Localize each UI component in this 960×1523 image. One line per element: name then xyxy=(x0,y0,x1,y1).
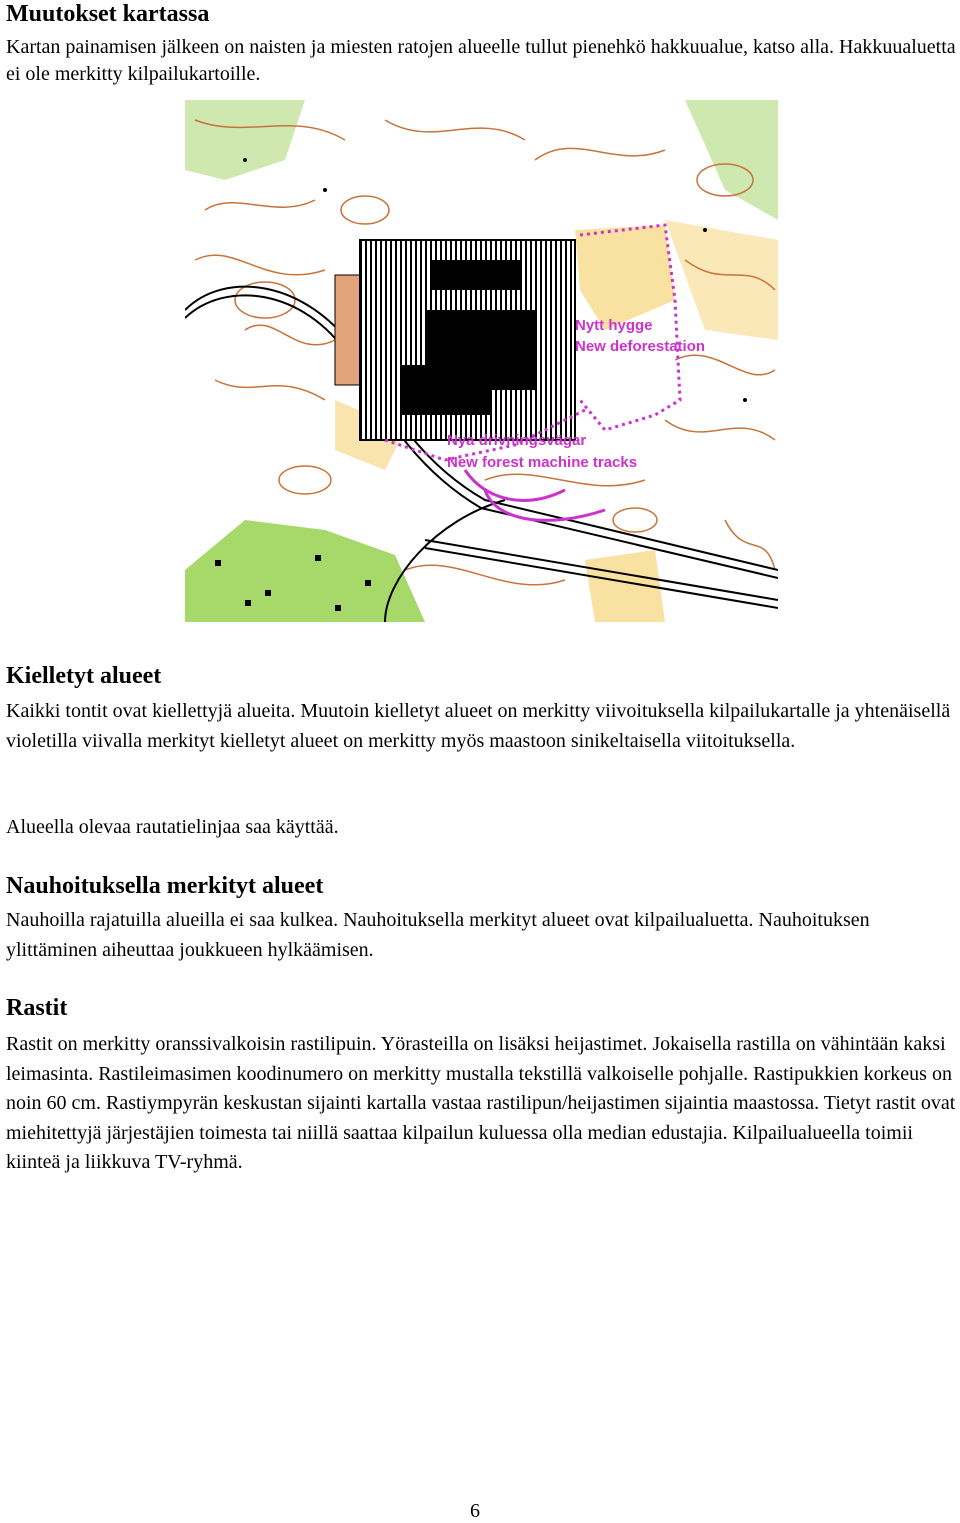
page-number: 6 xyxy=(470,1500,480,1522)
section-heading-nauhoitus: Nauhoituksella merkityt alueet xyxy=(6,873,324,899)
map-label-deforestation: New deforestation xyxy=(575,338,706,355)
orienteering-map-image xyxy=(185,100,778,622)
section-text-nauhoitus: Nauhoilla rajatuilla alueilla ei saa kulkea. Nauhoituksella merkityt alueet ovat kilpailualuetta. Nauhoituksen ylittäminen aiheuttaa joukkueen hylkäämisen. xyxy=(6,909,870,961)
section-text-rautatie: Alueella olevaa rautatielinjaa saa käyttää. xyxy=(6,816,339,838)
section-heading-kielletyt: Kielletyt alueet xyxy=(6,663,162,689)
section-text-muutokset: Kartan painamisen jälkeen on naisten ja miesten ratojen alueelle tullut pienehkö hakkuualue, katso alla. Hakkuualuetta ei ole merkitty kilpailukartoille. xyxy=(6,36,956,85)
section-text-kielletyt: Kaikki tontit ovat kiellettyjä alueita. Muutoin kielletyt alueet on merkitty viivoituksella kilpailukartalle ja yhtenäisellä violetilla viivalla merkityt kielletyt alueet on merkitty myös maastoon sinikeltaisella viitoituksella. xyxy=(6,700,951,752)
section-heading-rastit: Rastit xyxy=(6,995,68,1021)
map-label-tracks: New forest machine tracks xyxy=(447,454,638,471)
map-label-vagar: Nya drivningsvägar xyxy=(447,432,587,449)
map-label-hygge: Nytt hygge xyxy=(575,317,653,334)
section-text-rastit: Rastit on merkitty oranssivalkoisin rastilipuin. Yörasteilla on lisäksi heijastimet. Jokaisella rastilla on vähintään kaksi leimasinta. Rastileimasimen koodinumero on merkitty mustalla tekstillä valkoiselle pohjalle. Rastipukkien korkeus on noin 60 cm. Rastiympyrän keskustan sijainti kartalla vastaa rastilipun/heijastimen sijaintia maastossa. Tietyt rastit ovat miehitettyjä järjestäjien toimesta tai niillä saattaa kilpailun kuluessa olla median edustajia. Kilpailualueella toimii kiinteä ja liikkuva TV-ryhmä. xyxy=(6,1033,956,1173)
section-heading-muutokset: Muutokset kartassa xyxy=(6,1,210,27)
